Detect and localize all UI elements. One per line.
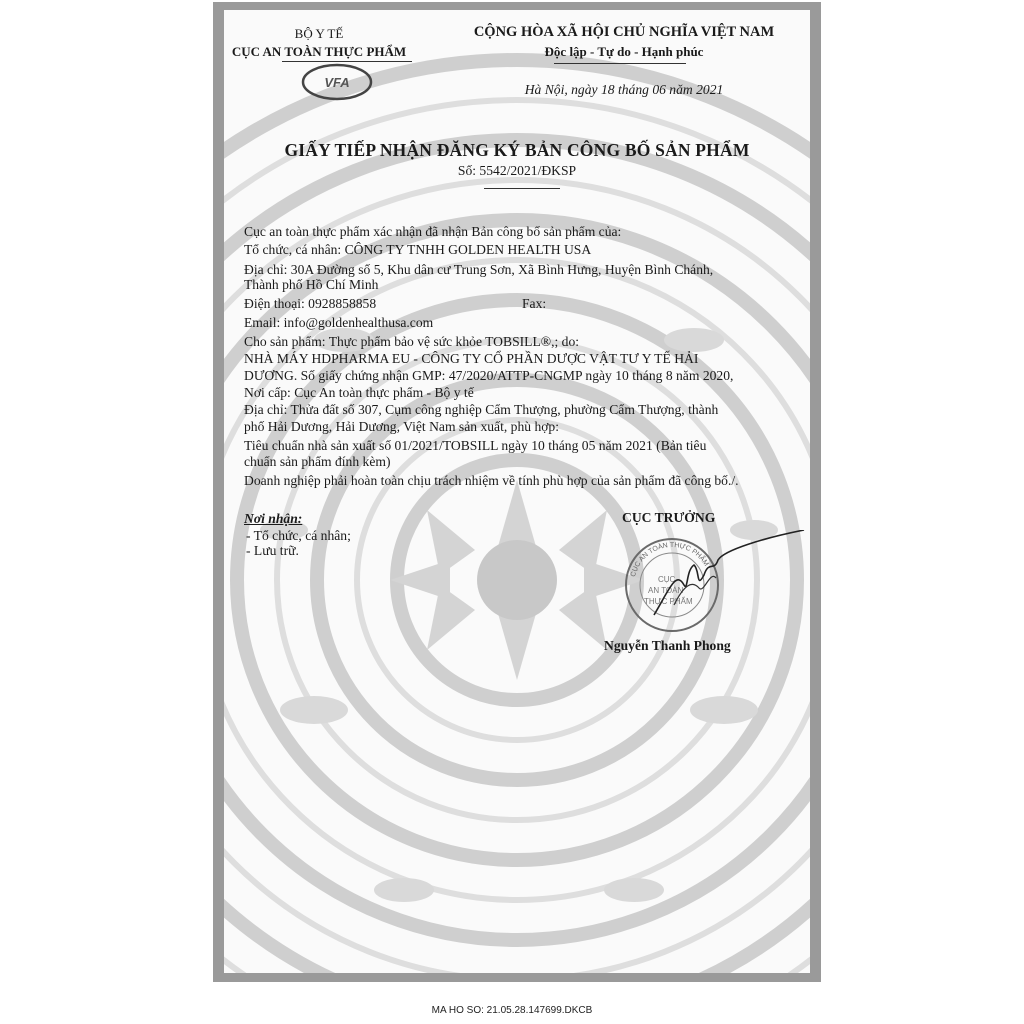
recipient-item: - Tổ chức, cá nhân; xyxy=(246,528,351,543)
standard-line-1: Tiêu chuẩn nhà sản xuất số 01/2021/TOBSILL ngày 10 tháng 05 năm 2021 (Bản tiêu xyxy=(244,438,707,453)
address-line-1: Địa chỉ: 30A Đường số 5, Khu dân cư Trung Sơn, Xã Bình Hưng, Huyện Bình Chánh, xyxy=(244,262,714,277)
national-motto: Độc lập - Tự do - Hạnh phúc xyxy=(544,44,704,59)
issuer-line: Nơi cấp: Cục An toàn thực phẩm - Bộ y tế xyxy=(244,385,474,400)
document-number: Số: 5542/2021/ĐKSP xyxy=(457,163,577,178)
svg-text:CỤC AN TOÀN THỰC PHẨM: CỤC AN TOÀN THỰC PHẨM xyxy=(629,541,710,578)
manufacturer-line-1: NHÀ MÁY HDPHARMA EU - CÔNG TY CỔ PHẦN DƯỢC VẬT TƯ Y TẾ HẢI xyxy=(244,351,699,366)
recipient-item: - Lưu trữ. xyxy=(246,543,299,558)
product-line: Cho sản phẩm: Thực phẩm bảo vệ sức khỏe TOBSILL®,; do: xyxy=(244,334,580,349)
signatory-title: CỤC TRƯỞNG xyxy=(622,510,716,525)
svg-text:CỤC: CỤC xyxy=(658,575,676,584)
organization-line: Tổ chức, cá nhân: CÔNG TY TNHH GOLDEN HEALTH USA xyxy=(244,242,592,257)
document-title: GIẤY TIẾP NHẬN ĐĂNG KÝ BẢN CÔNG BỐ SẢN PHẨM xyxy=(284,140,750,160)
agency-name: CỤC AN TOÀN THỰC PHẨM xyxy=(231,44,407,59)
place-date: Hà Nội, ngày 18 tháng 06 năm 2021 xyxy=(524,82,724,97)
intro-line: Cục an toàn thực phẩm xác nhận đã nhận Bản công bố sản phẩm của: xyxy=(244,224,622,239)
factory-address-line-1: Địa chỉ: Thửa đất số 307, Cụm công nghiệp Cẩm Thượng, phường Cẩm Thượng, thành xyxy=(244,402,719,417)
signatory-name: Nguyễn Thanh Phong xyxy=(604,638,731,653)
ministry-name: BỘ Y TẾ xyxy=(294,26,344,41)
factory-address-line-2: phố Hải Dương, Hải Dương, Việt Nam sản xuất, phù hợp: xyxy=(244,419,559,434)
phone-line: Điện thoại: 0928858858 xyxy=(244,296,377,311)
official-seal-and-signature xyxy=(614,530,810,640)
document-page xyxy=(224,10,810,973)
svg-text:THỰC PHẨM: THỰC PHẨM xyxy=(644,597,693,606)
standard-line-2: chuẩn sản phẩm đính kèm) xyxy=(244,454,391,469)
recipients-heading: Nơi nhận: xyxy=(244,511,303,526)
address-line-2: Thành phố Hồ Chí Minh xyxy=(244,277,379,292)
svg-text:AN TOÀN: AN TOÀN xyxy=(648,586,684,595)
motto-underline xyxy=(554,63,686,64)
country-name: CỘNG HÒA XÃ HỘI CHỦ NGHĨA VIỆT NAM xyxy=(473,24,775,40)
email-line: Email: info@goldenhealthusa.com xyxy=(244,315,434,330)
manufacturer-line-2: DƯƠNG. Số giấy chứng nhận GMP: 47/2020/ATTP-CNGMP ngày 10 tháng 8 năm 2020, xyxy=(244,368,734,383)
title-underline xyxy=(484,188,560,189)
vfa-logo-icon xyxy=(300,62,374,102)
responsibility-line: Doanh nghiệp phải hoàn toàn chịu trách nhiệm về tính phù hợp của sản phẩm đã công bố./. xyxy=(244,473,739,488)
svg-text:VFA: VFA xyxy=(324,75,350,90)
dossier-code: MA HO SO: 21.05.28.147699.DKCB xyxy=(431,1005,593,1016)
fax-label: Fax: xyxy=(522,296,547,311)
